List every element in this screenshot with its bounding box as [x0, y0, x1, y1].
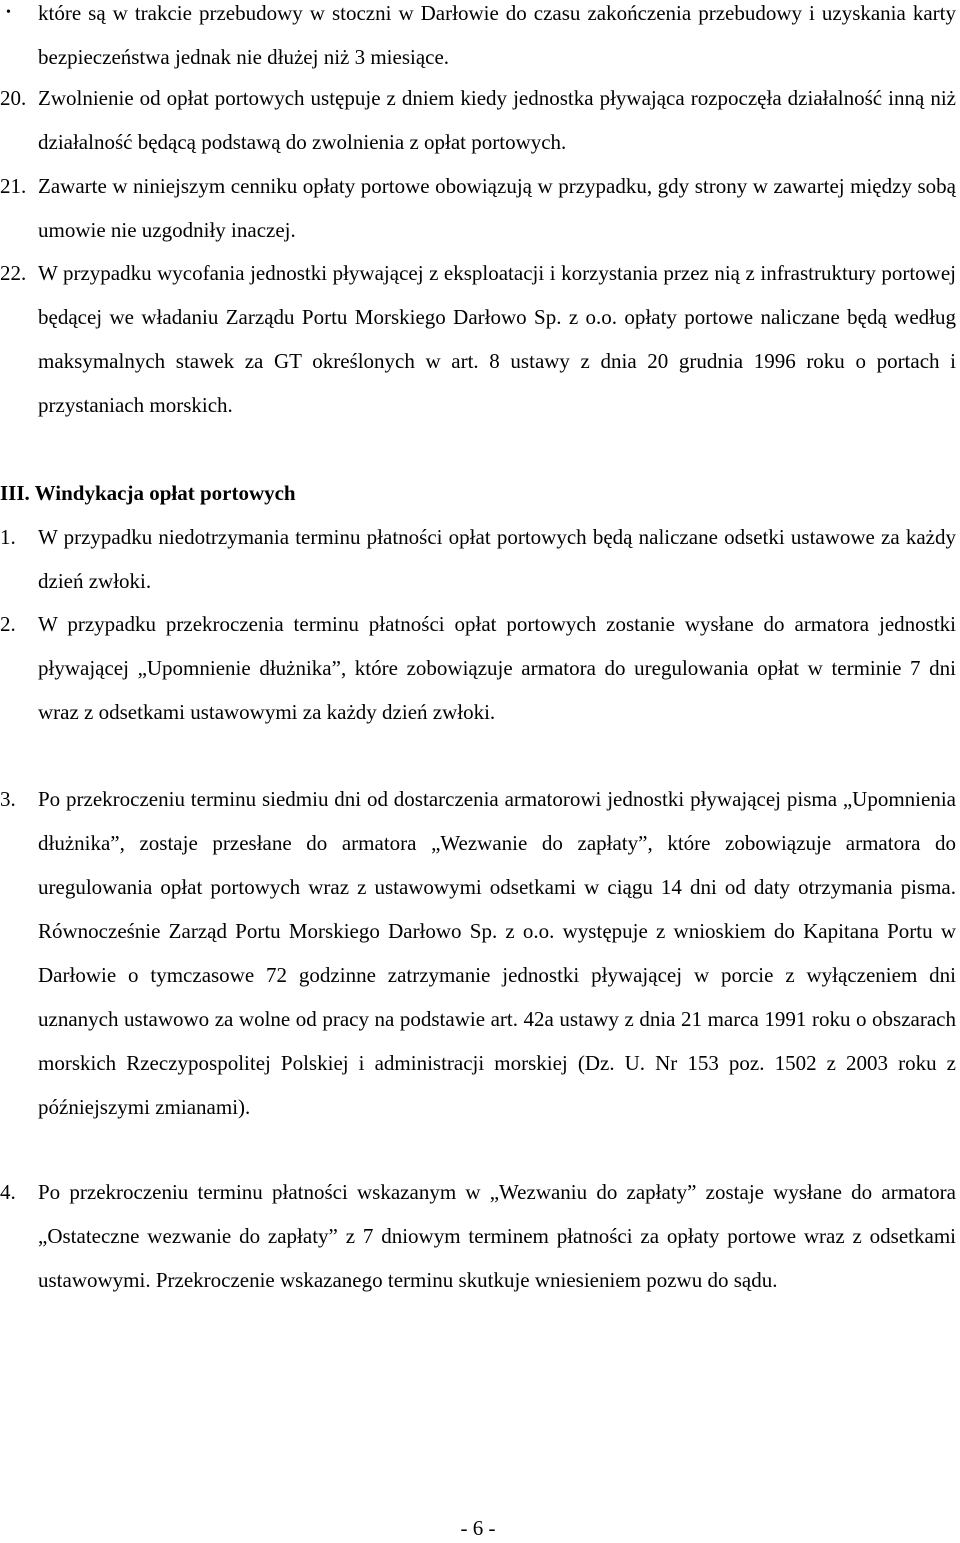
list-item-text: które są w trakcie przebudowy w stoczni w Darłowie do czasu zakończenia przebudowy i uzyskania karty bezpieczeństwa jednak nie dłużej niż 3 miesiące.: [38, 1, 956, 69]
list-item-2: [0, 602, 960, 734]
list-item-4: [0, 1170, 960, 1302]
list-item-3: [0, 777, 960, 1129]
list-item-22: [0, 251, 960, 427]
list-item-20: [0, 76, 960, 164]
section-heading: III. Windykacja opłat portowych: [0, 481, 296, 505]
list-item-text: W przypadku wycofania jednostki pływającej z eksploatacji i korzystania przez nią z infrastruktury portowej będącej we władaniu Zarządu Portu Morskiego Darłowo Sp. z o.o. opłaty portowe naliczane będą według maksymalnych stawek za GT określonych w art. 8 ustawy z dnia 20 grudnia 1996 roku o portach i przystaniach morskich.: [38, 261, 956, 417]
list-item-text: W przypadku przekroczenia terminu płatności opłat portowych zostanie wysłane do armatora jednostki pływającej „Upomnienie dłużnika”, które zobowiązuje armatora do uregulowania opłat w terminie 7 dni wraz z odsetkami ustawowymi za każdy dzień zwłoki.: [38, 612, 956, 724]
list-item-bullet: [0, 0, 960, 79]
list-item-1: [0, 515, 960, 603]
item-number: 22.: [0, 261, 27, 285]
list-item-text: Zawarte w niniejszym cenniku opłaty portowe obowiązują w przypadku, gdy strony w zawartej między sobą umowie nie uzgodniły inaczej.: [38, 174, 956, 242]
item-number: 20.: [0, 86, 27, 110]
item-number: 1.: [0, 525, 16, 549]
list-item-text: W przypadku niedotrzymania terminu płatności opłat portowych będą naliczane odsetki ustawowe za każdy dzień zwłoki.: [38, 525, 956, 593]
list-item-text: Po przekroczeniu terminu płatności wskazanym w „Wezwaniu do zapłaty” zostaje wysłane do armatora „Ostateczne wezwanie do zapłaty” z 7 dniowym terminem płatności za opłaty portowe wraz z odsetkami ustawowymi. Przekroczenie wskazanego terminu skutkuje wniesieniem pozwu do sądu.: [38, 1180, 956, 1292]
item-number: 21.: [0, 174, 27, 198]
list-item-text: Po przekroczeniu terminu siedmiu dni od dostarczenia armatorowi jednostki pływającej pisma „Upomnienia dłużnika”, zostaje przesłane do armatora „Wezwanie do zapłaty”, które zobowiązuje armatora do uregulowania opłat portowych wraz z ustawowymi odsetkami w ciągu 14 dni od daty otrzymania pisma. Równocześnie Zarząd Portu Morskiego Darłowo Sp. z o.o. występuje z wnioskiem do Kapitana Portu w Darłowie o tymczasowe 72 godzinne zatrzymanie jednostki pływającej w porcie z wyłączeniem dni uznanych ustawowo za wolne od pracy na podstawie art. 42a ustawy z dnia 21 marca 1991 roku o obszarach morskich Rzeczypospolitej Polskiej i administracji morskiej (Dz. U. Nr 153 poz. 1502 z 2003 roku z późniejszymi zmianami).: [38, 787, 956, 1119]
item-number: 4.: [0, 1180, 16, 1204]
page-number-footer: [0, 1514, 960, 1542]
list-item-text: Zwolnienie od opłat portowych ustępuje z dniem kiedy jednostka pływająca rozpoczęła działalność inną niż działalność będącą podstawą do zwolnienia z opłat portowych.: [38, 86, 956, 154]
list-item-21: [0, 164, 960, 252]
item-number: 3.: [0, 787, 16, 811]
bullet-marker: •: [6, 5, 11, 20]
item-number: 2.: [0, 612, 16, 636]
page-number: - 6 -: [460, 1516, 496, 1540]
